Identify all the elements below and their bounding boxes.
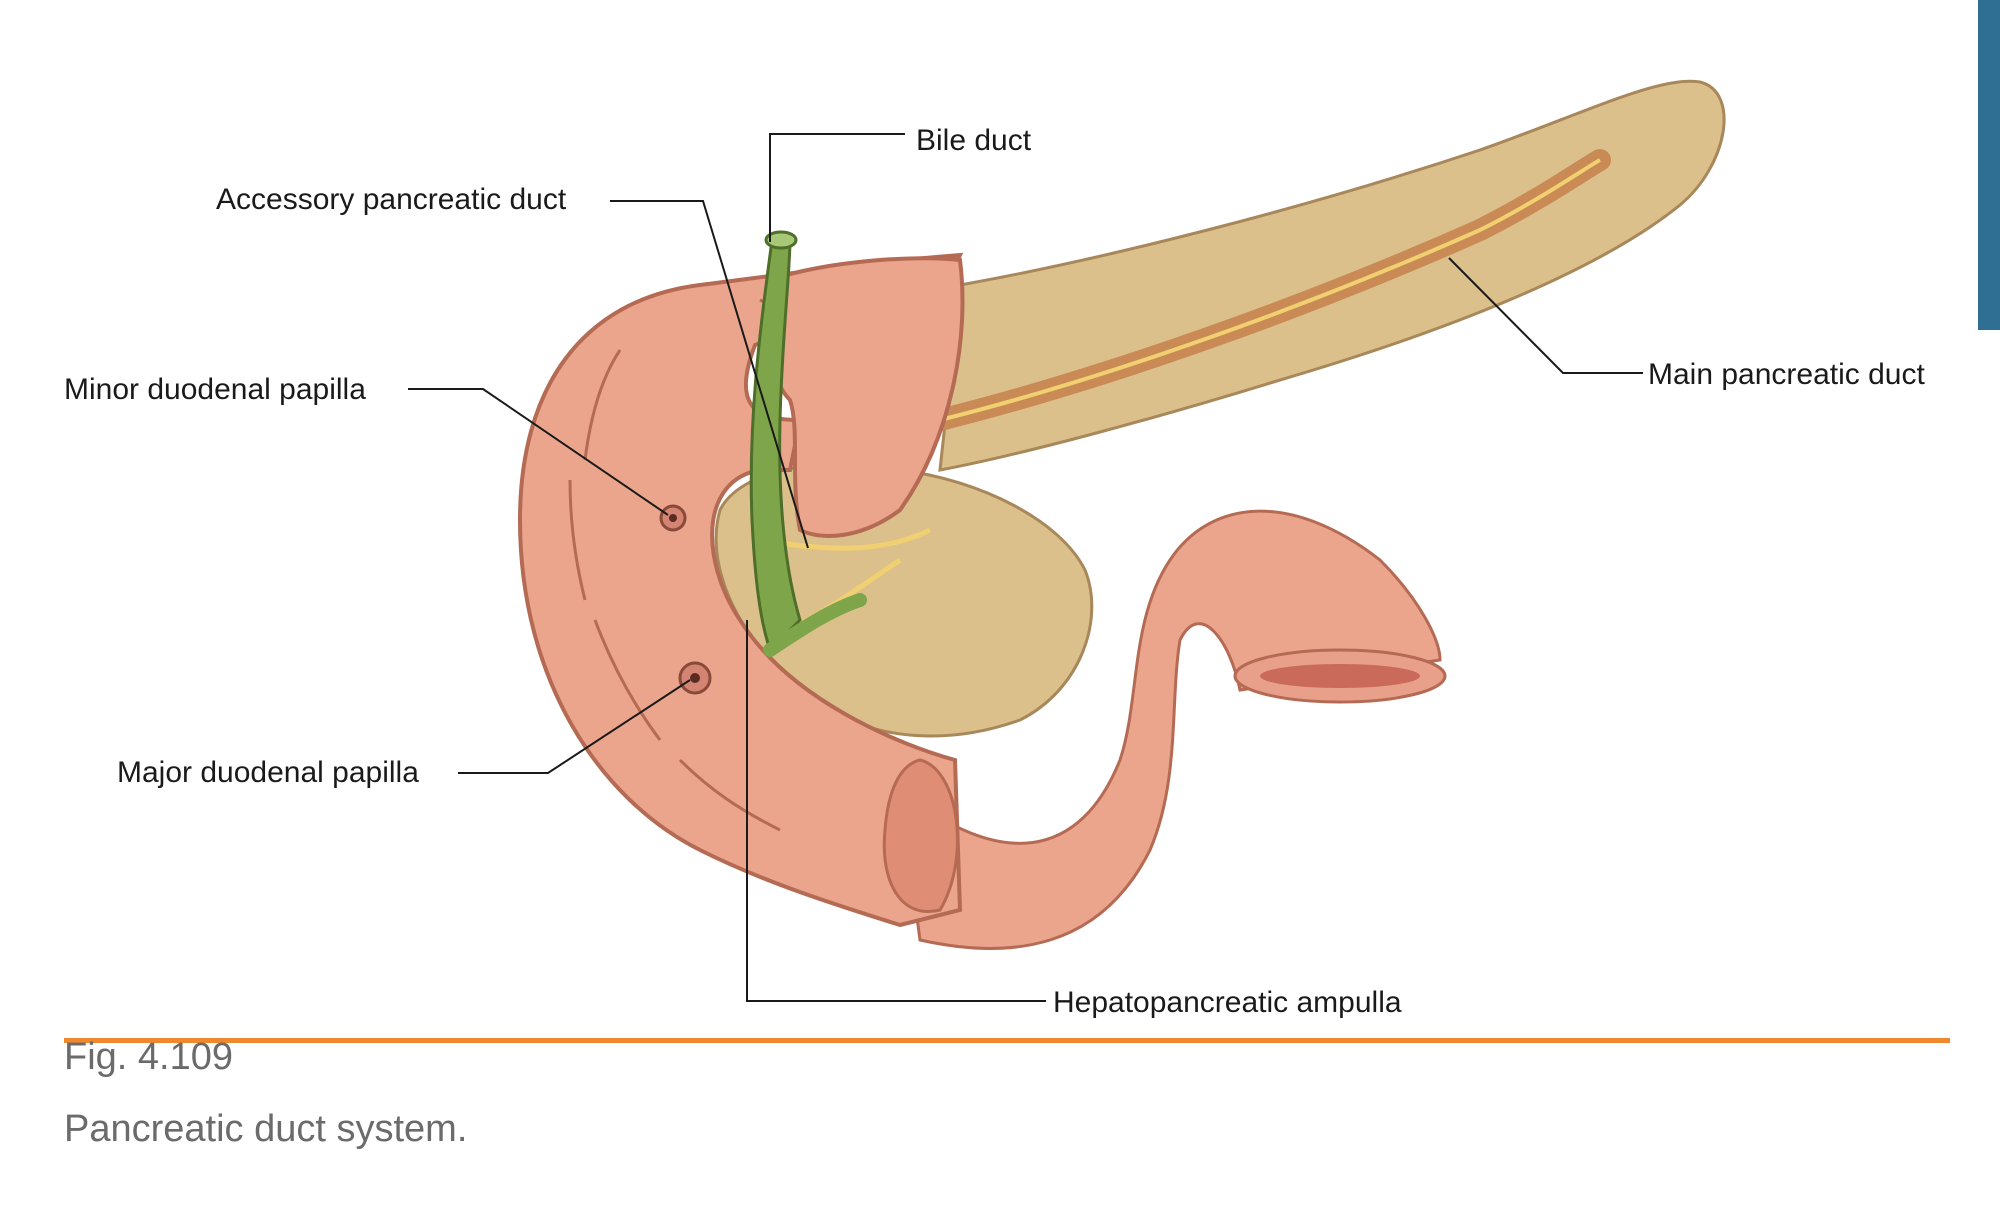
figure-caption: Pancreatic duct system. [64, 1108, 468, 1150]
label-main-duct: Main pancreatic duct [1648, 358, 1925, 391]
label-accessory-duct: Accessory pancreatic duct [216, 183, 567, 216]
figure-number: Fig. 4.109 [64, 1036, 233, 1078]
duodenum-cut-end [884, 760, 957, 912]
caption-divider [64, 1038, 1950, 1043]
label-major-papilla: Major duodenal papilla [117, 756, 419, 789]
label-bile-duct: Bile duct [916, 124, 1032, 157]
label-ampulla: Hepatopancreatic ampulla [1053, 986, 1402, 1019]
label-minor-papilla: Minor duodenal papilla [64, 373, 366, 406]
pancreas-body [940, 81, 1724, 470]
leader-bile-duct [770, 134, 905, 242]
